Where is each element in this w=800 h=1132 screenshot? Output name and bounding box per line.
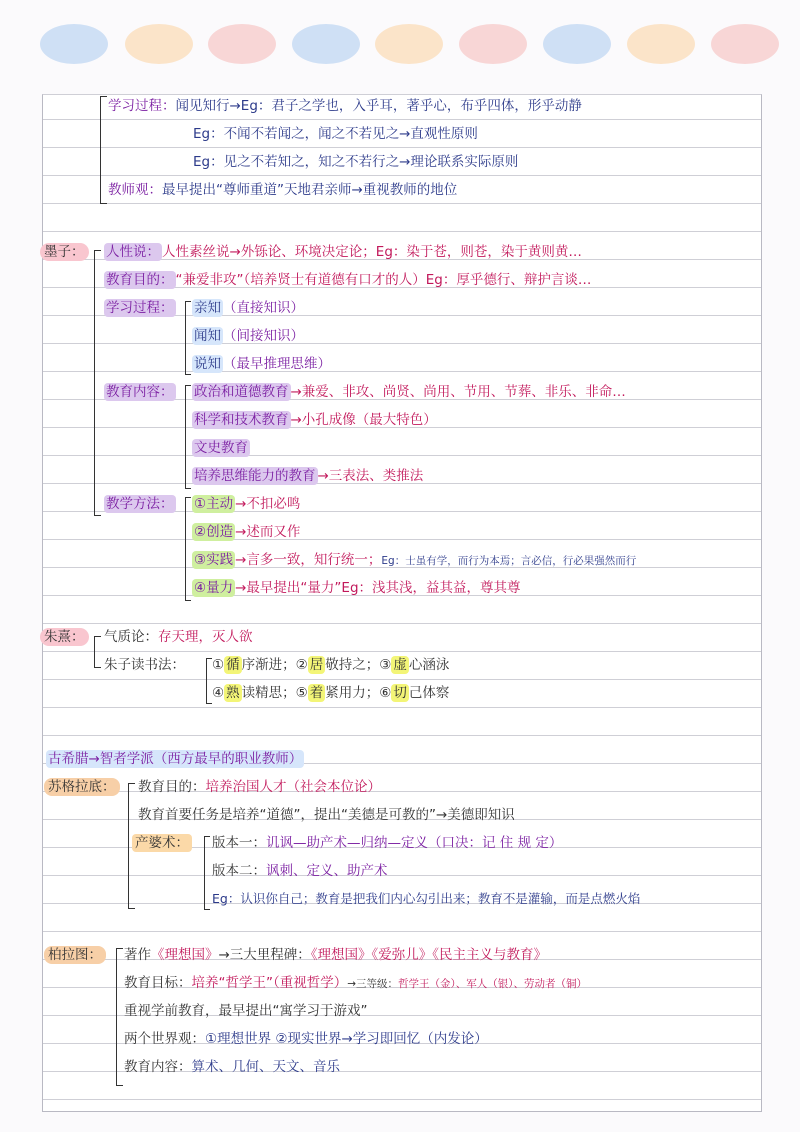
note-line — [104, 243, 582, 261]
label: 教师观： — [108, 182, 162, 198]
text: →三表法、类推法 — [317, 468, 424, 484]
decorative-dot — [208, 24, 276, 64]
text: 讥讽—助产术—归纳—定义（口决：记 住 规 定） — [266, 835, 563, 851]
text: 紧用力；⑥ — [325, 685, 392, 701]
note-line — [104, 383, 176, 401]
decorative-dot — [125, 24, 193, 64]
note-line — [212, 656, 449, 674]
section-heading-greece — [46, 750, 304, 768]
note-line — [192, 383, 626, 401]
key-char: 循 — [226, 657, 240, 673]
note-line — [192, 327, 304, 345]
decorative-dot — [40, 24, 108, 64]
note-line — [124, 1058, 340, 1076]
note-line — [124, 1030, 488, 1048]
text: 培养“哲学王”（重视哲学） — [191, 975, 348, 991]
text: ①理想世界 ②现实世界→学习即回忆（内发论） — [205, 1031, 488, 1047]
label: 教育内容： — [106, 384, 174, 400]
text: 读精思；⑤ — [241, 685, 308, 701]
note-line — [104, 495, 176, 513]
note-line — [108, 181, 457, 199]
text: 序渐进；② — [241, 657, 308, 673]
text: 最早提出“尊师重道”天地君亲师→重视教师的地位 — [162, 182, 458, 198]
text: 闻见知行→Eg：君子之学也，入乎耳，著乎心，布乎四体，形乎动静 — [175, 98, 582, 114]
note-line — [132, 834, 192, 852]
note-line — [192, 355, 331, 373]
note-line: 教育首要任务是培养“道德”，提出“美德是可教的”→美德即知识 — [138, 807, 515, 823]
note-line — [212, 862, 388, 880]
note-line — [192, 411, 437, 429]
key-char: 虚 — [393, 657, 407, 673]
text: →言多一致，知行统一； — [235, 552, 382, 568]
bracket — [185, 385, 191, 489]
note-line — [104, 656, 185, 674]
bracket — [185, 301, 191, 375]
section-title-socrates — [44, 778, 120, 796]
note: （间接知识） — [223, 328, 304, 344]
name-tag: 朱熹： — [40, 628, 89, 646]
section-title-zhuxi — [40, 628, 89, 646]
note-line: Eg：不闻不若闻之，闻之不若见之→直观性原则 — [193, 126, 478, 142]
text: →不扣必鸣 — [235, 496, 301, 512]
text: ④ — [212, 685, 225, 701]
label: 学习过程： — [106, 300, 174, 316]
key-char: 居 — [309, 657, 324, 673]
term: 培养思维能力的教育 — [194, 468, 316, 484]
note-line: Eg：见之不若知之，知之不若行之→理论联系实际原则 — [193, 154, 519, 170]
text: ① — [212, 657, 225, 673]
key-char: 着 — [309, 685, 324, 701]
label: 教育目的： — [138, 779, 206, 795]
note-line — [192, 523, 300, 541]
label: 气质论： — [104, 629, 158, 645]
note-line — [192, 439, 250, 457]
decorative-dot — [543, 24, 611, 64]
name-tag: 苏格拉底： — [44, 778, 120, 796]
term: ②创造 — [194, 524, 234, 540]
bracket — [116, 948, 123, 1086]
name-tag: 墨子： — [40, 243, 89, 261]
text: 存天理，灭人欲 — [158, 629, 253, 645]
term: ①主动 — [194, 496, 234, 512]
text: →兼爱、非攻、尚贤、尚用、节用、节葬、非乐、非命… — [290, 384, 626, 400]
label: 版本一： — [212, 835, 266, 851]
term: 政治和道德教育 — [194, 384, 289, 400]
text: 心涵泳 — [408, 657, 450, 673]
text: →述而又作 — [235, 524, 301, 540]
decorative-dots — [40, 24, 780, 64]
text: 哲学王（金）、军人（银）、劳动者（铜） — [398, 978, 588, 990]
note: （最早推理思维） — [223, 356, 331, 372]
note-line — [104, 271, 591, 289]
decorative-dot — [375, 24, 443, 64]
key-char: 切 — [393, 685, 407, 701]
text: 《理想国》 — [151, 947, 219, 963]
note-line: Eg：认识你自己；教育是把我们内心勾引出来；教育不是灌输，而是点燃火焰 — [212, 891, 641, 906]
note-line — [192, 467, 423, 485]
text: 人性素丝说→外铄论、环境决定论；Eg：染于苍，则苍，染于黄则黄… — [162, 244, 582, 260]
text: 培养治国人才（社会本位论） — [205, 779, 381, 795]
note: （直接知识） — [223, 300, 304, 316]
label: 两个世界观： — [124, 1031, 205, 1047]
decorative-dot — [627, 24, 695, 64]
term: 闻知 — [194, 328, 221, 344]
text: 敬持之；③ — [325, 657, 392, 673]
label: 教育内容： — [124, 1059, 192, 1075]
term: 说知 — [194, 356, 221, 372]
text: →小孔成像（最大特色） — [290, 412, 437, 428]
note-line — [104, 299, 176, 317]
note-line — [104, 628, 253, 646]
term: 科学和技术教育 — [194, 412, 289, 428]
bracket — [185, 497, 191, 601]
section-title-plato — [44, 946, 106, 964]
label: 教育目标： — [124, 975, 192, 991]
note-line — [108, 97, 582, 115]
decorative-dot — [292, 24, 360, 64]
decorative-dot — [459, 24, 527, 64]
name-tag: 柏拉图： — [44, 946, 106, 964]
note-line — [138, 778, 381, 796]
key-char: 熟 — [226, 685, 240, 701]
term: 文史教育 — [194, 440, 248, 456]
note-line — [124, 974, 587, 993]
example: Eg：士虽有学，而行为本焉；言必信，行必果强然而行 — [381, 555, 637, 567]
note-line — [124, 946, 547, 964]
note-line: 重视学前教育，最早提出“寓学习于游戏” — [124, 1003, 368, 1019]
text: →三等级： — [347, 978, 399, 990]
note-line — [192, 495, 300, 513]
label: 学习过程： — [108, 98, 176, 114]
label: 教学方法： — [106, 496, 174, 512]
section-title-mozi — [40, 243, 89, 261]
term: ④量力 — [194, 580, 234, 596]
note-line — [192, 551, 636, 570]
term: ③实践 — [194, 552, 234, 568]
note-line — [212, 834, 562, 852]
label: 著作 — [124, 947, 151, 963]
text: 《理想国》《爱弥儿》《民主主义与教育》 — [310, 947, 548, 963]
note-line — [192, 579, 521, 597]
label: 产婆术： — [132, 834, 192, 852]
label: 教育目的： — [106, 272, 174, 288]
term: 亲知 — [194, 300, 221, 316]
bracket — [94, 636, 101, 668]
text: 算术、几何、天文、音乐 — [191, 1059, 340, 1075]
label: 朱子读书法： — [104, 657, 185, 673]
text: 己体察 — [408, 685, 450, 701]
bracket — [204, 836, 210, 910]
text: “兼爱非攻”（培养贤士有道德有口才的人）Eg：厚乎德行、辩护言谈… — [175, 272, 592, 288]
label: 版本二： — [212, 863, 266, 879]
note-line — [212, 684, 449, 702]
decorative-dot — [711, 24, 779, 64]
heading: 古希腊→智者学派（西方最早的职业教师） — [48, 751, 303, 767]
text: →最早提出“量力”Eg：浅其浅，益其益，尊其尊 — [235, 580, 521, 596]
note-line — [192, 299, 304, 317]
bracket — [94, 250, 101, 516]
label: 人性说： — [106, 244, 160, 260]
bracket — [100, 96, 107, 204]
text: 讽刺、定义、助产术 — [266, 863, 388, 879]
text: →三大里程碑： — [218, 947, 311, 963]
